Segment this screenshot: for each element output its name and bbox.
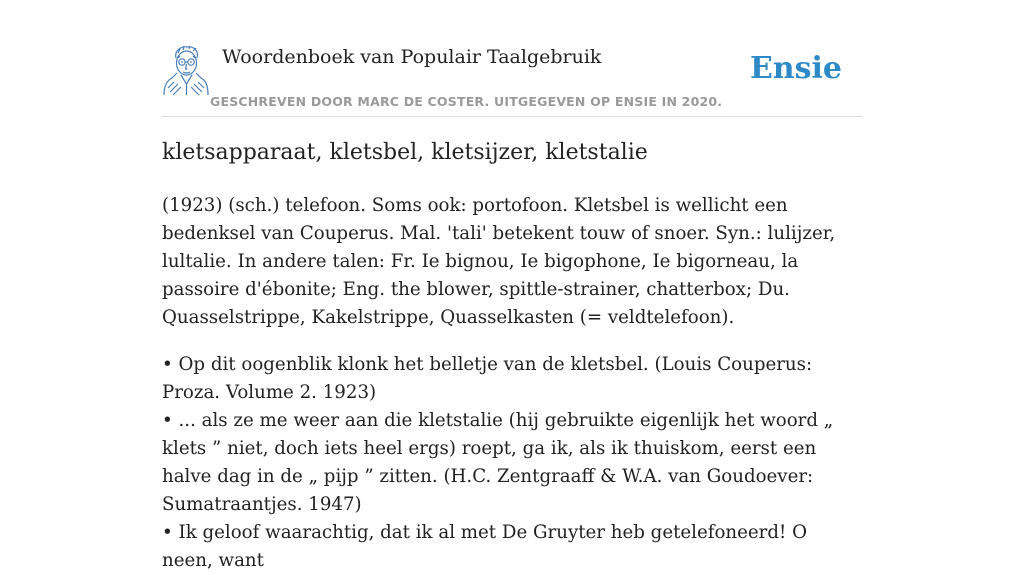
page-container xyxy=(162,0,862,571)
author-portrait-icon xyxy=(162,44,210,96)
quote-item: • ... als ze me weer aan die kletstalie (hij gebruikte eigenlijk het woord „ klets ” niet, doch iets heel ergs) roept, ga ik, als ik thuiskom, eerst een halve dag in de „ pijp ” zitten. (H.C. Zentgraaff & W.A. van Goudoever: Sumatraantjes. 1947) xyxy=(162,410,834,515)
ensie-logo-link[interactable]: Ensie xyxy=(749,51,842,86)
book-title[interactable]: Woordenboek van Populair Taalgebruik xyxy=(222,46,602,68)
entry-quotes xyxy=(162,351,862,575)
author-byline: GESCHREVEN DOOR MARC DE COSTER. UITGEGEVEN OP ENSIE IN 2020. xyxy=(210,94,723,109)
header xyxy=(162,0,862,117)
entry-title: kletsapparaat, kletsbel, kletsijzer, kletstalie xyxy=(162,140,648,165)
quote-item: • Ik geloof waarachtig, dat ik al met De Gruyter heb getelefoneerd! O neen, want xyxy=(162,522,807,571)
quote-item: • Op dit oogenblik klonk het belletje van de kletsbel. (Louis Couperus: Proza. Volume 2. 1923) xyxy=(162,354,813,403)
entry-definition: (1923) (sch.) telefoon. Soms ook: portofoon. Kletsbel is wellicht een bedenksel van Couperus. Mal. 'tali' betekent touw of snoer. Syn.: lulijzer, lultalie. In andere talen: Fr. Ie bignou, Ie bigophone, Ie bigorneau, la passoire d'ébonite; Eng. the blower, spittle-strainer, chatterbox; Du. Quasselstrippe, Kakelstrippe, Quasselkasten (= veldtelefoon). xyxy=(162,195,836,328)
